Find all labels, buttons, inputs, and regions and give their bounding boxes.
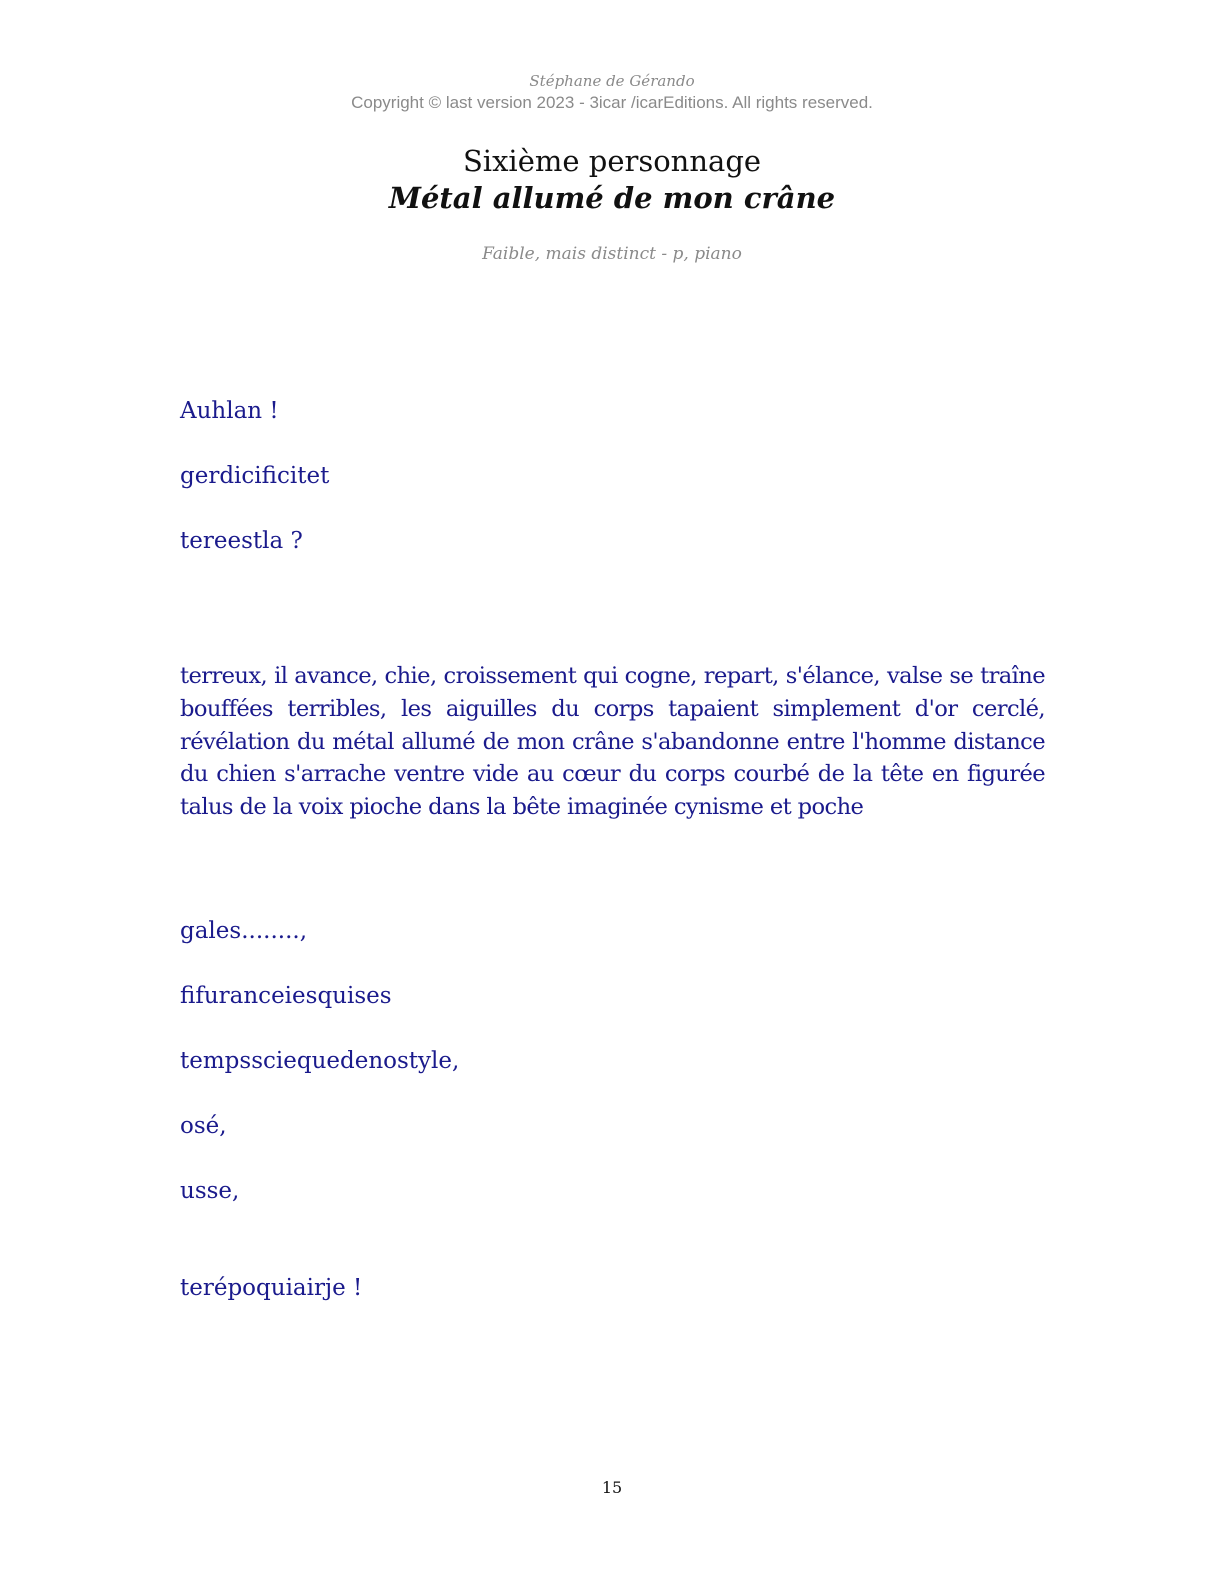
verse-line: tempssciequedenostyle, [180, 1048, 460, 1074]
verse-line: osé, [180, 1113, 227, 1139]
verse-line: usse, [180, 1178, 240, 1204]
performance-direction: Faible, mais distinct - p, piano [482, 244, 742, 264]
verse-line: tereestla ? [180, 528, 303, 554]
page-number: 15 [601, 1478, 623, 1497]
author-name: Stéphane de Gérando [529, 72, 695, 90]
verse-line: gales........, [180, 918, 308, 944]
section-title: Sixième personnage [462, 144, 762, 178]
section-subtitle: Métal allumé de mon crâne [388, 181, 836, 215]
verse-line: gerdicificitet [180, 463, 330, 489]
verse-line: fifuranceiesquises [180, 983, 392, 1009]
verse-line: Auhlan ! [180, 398, 279, 424]
prose-paragraph: terreux, il avance, chie, croissement qui cogne, repart, s'élance, valse se traîne bouffées terribles, les aiguilles du corps tapaient simplement d'or cerclé, révélation du métal allumé de mon crâne s'abandonne entre l'homme distance du chien s'arrache ventre vide au cœur du corps courbé de la tête en figurée talus de la voix pioche dans la bête imaginée cynisme et poche [180, 663, 1045, 821]
copyright-notice: Copyright © last version 2023 - 3icar /icarEditions. All rights reserved. [351, 93, 873, 112]
verse-line: terépoquiairje ! [180, 1275, 363, 1301]
